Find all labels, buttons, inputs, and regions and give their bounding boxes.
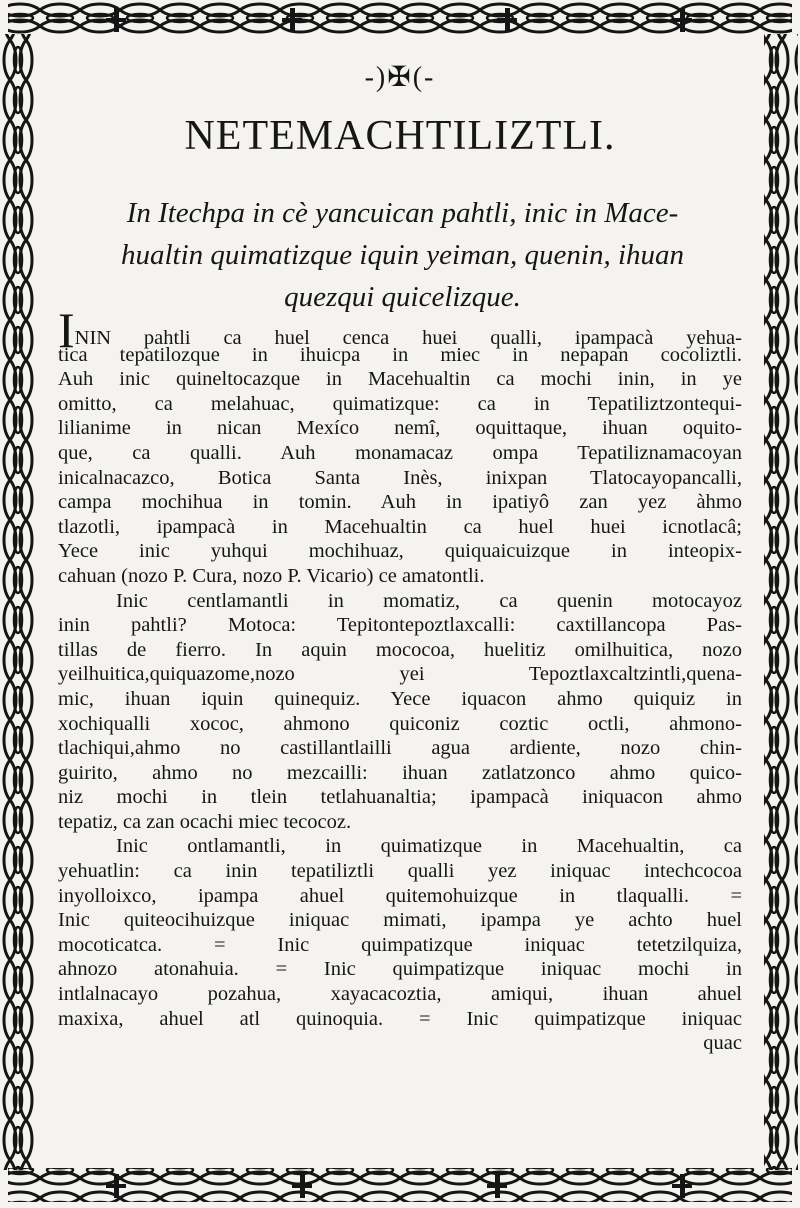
- subtitle-line: In Itechpa in cè yancuican pahtli, inic in Mace-: [126, 197, 679, 229]
- subtitle-line: hualtin quimatizque iquin yeiman, quenin, ihuan: [120, 239, 685, 271]
- text-line: xochiqualli xococ, ahmono quiconiz coztic octli, ahmono-: [58, 712, 742, 735]
- text-line: maxixa, ahuel atl quinoquia. = Inic quimpatizque iniquac: [58, 1007, 742, 1030]
- text-line: que, ca qualli. Auh monamacaz ompa Tepatiliznamacoyan: [58, 441, 742, 464]
- subtitle: [60, 192, 745, 318]
- text-line: niz mochi in tlein tetlahuanaltia; ipampacà iniquacon ahmo: [58, 786, 742, 809]
- text-line: guirito, ahmo no mezcailli: ihuan zatlatzonco ahmo quico-: [58, 761, 742, 784]
- text-line: tepatiz, ca zan ocachi miec tecocoz.: [58, 810, 352, 833]
- text-line: omitto, ca melahuac, quimatizque: ca in Tepatiliztzontequi-: [58, 392, 742, 415]
- text-line: Yece inic yuhqui mochihuaz, quiquaicuizque in inteopix-: [58, 540, 742, 563]
- text-line: tlazotli, ipampacà in Macehualtin ca huel huei icnotlacâ;: [58, 515, 742, 538]
- text-line: ahnozo atonahuia. = Inic quimpatizque iniquac mochi in: [58, 958, 742, 981]
- text-line: yeilhuitica,quiquazome,nozo yei Tepoztlaxcaltzintli,quena-: [58, 663, 742, 686]
- text-line: tlachiqui,ahmo no castillantlailli agua ardiente, nozo chin-: [58, 737, 742, 760]
- text-line: Inic centlamantli in momatiz, ca quenin motocayoz: [116, 589, 742, 612]
- text-line: tica tepatilozque in ihuicpa in miec in nepapan cocoliztli.: [58, 343, 742, 366]
- text-line: lilianime in nican Mexíco nemî, oquittaque, ihuan oquito-: [58, 417, 742, 440]
- cross-ornament: -)✠(-: [364, 62, 436, 93]
- text-line: cahuan (nozo P. Cura, nozo P. Vicario) ce amatontli.: [58, 564, 485, 587]
- text-line: inyolloixco, ipampa ahuel quitemohuizque in tlaqualli. =: [58, 884, 742, 907]
- drop-cap: I: [58, 302, 75, 358]
- body-text: [58, 302, 742, 1056]
- text-line: mocoticatca. = Inic quimpatizque iniquac tetetzilquiza,: [58, 933, 742, 956]
- text-line: inin pahtli? Motoca: Tepitontepoztlaxcalli: caxtillancopa Pas-: [58, 614, 742, 637]
- subtitle-line: quezqui quicelizque.: [284, 281, 521, 313]
- text-line: yehuatlin: ca inin tepatiliztli qualli yez iniquac intechcocoa: [58, 860, 742, 883]
- text-line: mic, ihuan iquin quinequiz. Yece iquacon ahmo quiquiz in: [58, 687, 742, 710]
- text-line: campa mochihua in tomin. Auh in ipatiyô zan yez àhmo: [58, 491, 742, 514]
- text-line: Inic quiteocihuizque iniquac mimati, ipampa ye achto huel: [58, 909, 742, 932]
- catchword: quac: [703, 1032, 742, 1055]
- text-line: tillas de fierro. In aquin mococoa, huelitiz omilhuitica, nozo: [58, 638, 742, 661]
- text-line: intlalnacayo pozahua, xayacacoztia, amiqui, ihuan ahuel: [58, 983, 742, 1006]
- text-line: inicalnacazco, Botica Santa Inès, inixpan Tlatocayopancalli,: [58, 466, 742, 489]
- text-line: Auh inic quineltocazque in Macehualtin ca mochi inin, in ye: [58, 368, 742, 391]
- page-title: NETEMACHTILIZTLI.: [184, 113, 616, 159]
- text-line: Inic ontlamantli, in quimatizque in Macehualtin, ca: [116, 835, 742, 858]
- text-line: ININ pahtli ca huel cenca huei qualli, ipampacà yehua-: [58, 302, 742, 358]
